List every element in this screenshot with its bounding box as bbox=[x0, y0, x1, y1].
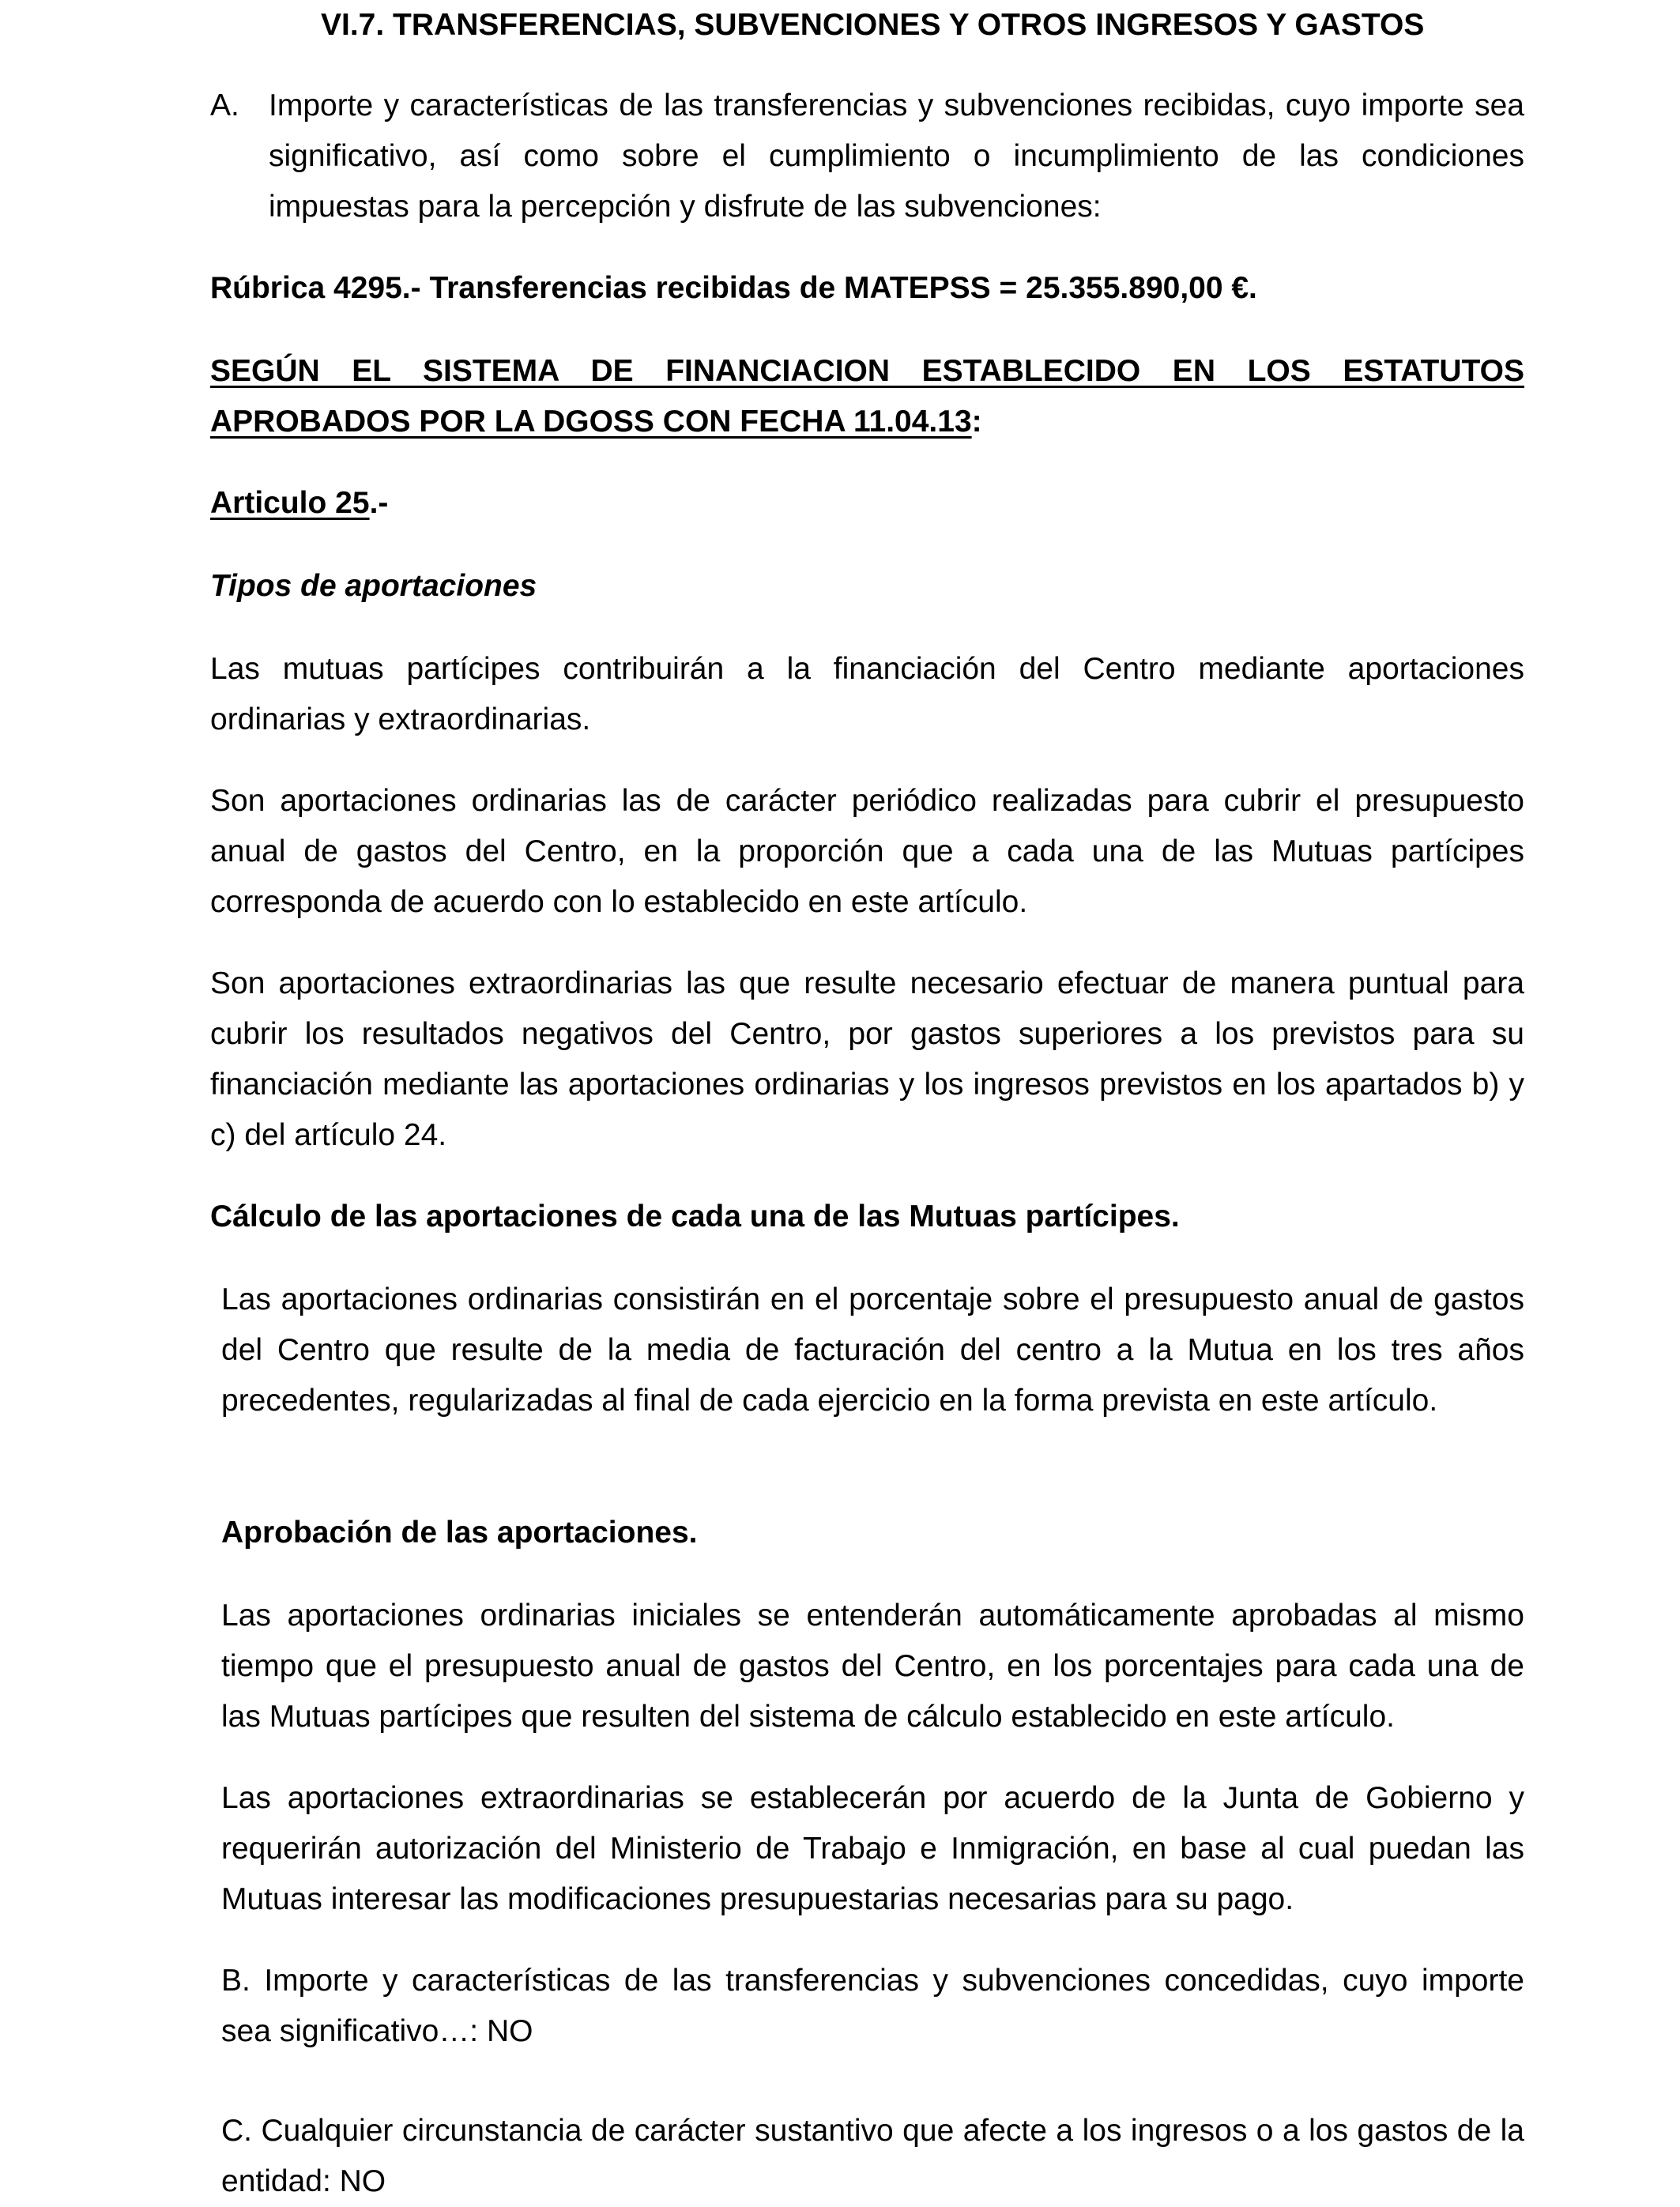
section-a-text: Importe y características de las transferencias y subvenciones recibidas, cuyo importe sea significativo, así como sobre el cumplimiento o incumplimiento de las condiciones impuestas para la percepción y disfrute de las subvenciones: bbox=[269, 89, 1524, 224]
section-a-letter: A. bbox=[210, 89, 239, 122]
aprobacion-heading: Aprobación de las aportaciones. bbox=[221, 1516, 698, 1550]
paragraph: Las aportaciones ordinarias iniciales se entenderán automáticamente aprobadas al mismo tiempo que el presupuesto anual de gastos del Centro, en los porcentajes para cada una de las Mutuas partícipes que resulten del sistema de cálculo establecido en este artículo. bbox=[221, 1599, 1524, 1734]
article-heading bbox=[210, 478, 842, 529]
calculo-heading: Cálculo de las aportaciones de cada una de las Mutuas partícipes. bbox=[210, 1200, 1180, 1233]
rubrica-line: Rúbrica 4295.- Transferencias recibidas de MATEPSS = 25.355.890,00 €. bbox=[210, 271, 1257, 305]
article-heading-suffix: .- bbox=[369, 486, 389, 520]
paragraph: Son aportaciones ordinarias las de carácter periódico realizadas para cubrir el presupuesto anual de gastos del Centro, en la proporción que a cada una de las Mutuas partícipes corresponda de acuerdo con lo establecido en este artículo. bbox=[210, 784, 1524, 919]
paragraph: Las mutuas partícipes contribuirán a la financiación del Centro mediante aportaciones ordinarias y extraordinarias. bbox=[210, 652, 1524, 736]
section-c: C. Cualquier circunstancia de carácter sustantivo que afecte a los ingresos o a los gastos de la entidad: NO bbox=[221, 2114, 1524, 2198]
paragraph: Las aportaciones ordinarias consistirán en el porcentaje sobre el presupuesto anual de gastos del Centro que resulte de la media de facturación del centro a la Mutua en los tres años precedentes, regularizadas al final de cada ejercicio en la forma prevista en este artículo. bbox=[221, 1282, 1524, 1418]
article-heading-text: Articulo 25 bbox=[210, 486, 370, 520]
paragraph: Son aportaciones extraordinarias las que resulte necesario efectuar de manera puntual para cubrir los resultados negativos del Centro, por gastos superiores a los previstos para su financiación mediante las aportaciones ordinarias y los ingresos previstos en los apartados b) y c) del artículo 24. bbox=[210, 966, 1524, 1152]
section-b: B. Importe y características de las transferencias y subvenciones concedidas, cuyo importe sea significativo…: NO bbox=[221, 1964, 1524, 2048]
tipos-heading: Tipos de aportaciones bbox=[210, 569, 537, 603]
financing-system-heading-suffix: : bbox=[971, 405, 982, 439]
section-title: VI.7. TRANSFERENCIAS, SUBVENCIONES Y OTROS INGRESOS Y GASTOS bbox=[321, 8, 1425, 42]
paragraph: Las aportaciones extraordinarias se establecerán por acuerdo de la Junta de Gobierno y requerirán autorización del Ministerio de Trabajo e Inmigración, en base al cual puedan las Mutuas interesar las modificaciones presupuestarias necesarias para su pago. bbox=[221, 1781, 1524, 1916]
financing-system-heading bbox=[210, 346, 1524, 447]
financing-system-heading-text: SEGÚN EL SISTEMA DE FINANCIACION ESTABLECIDO EN LOS ESTATUTOS APROBADOS POR LA DGOSS CON FECHA 11.04.13 bbox=[210, 354, 1524, 439]
